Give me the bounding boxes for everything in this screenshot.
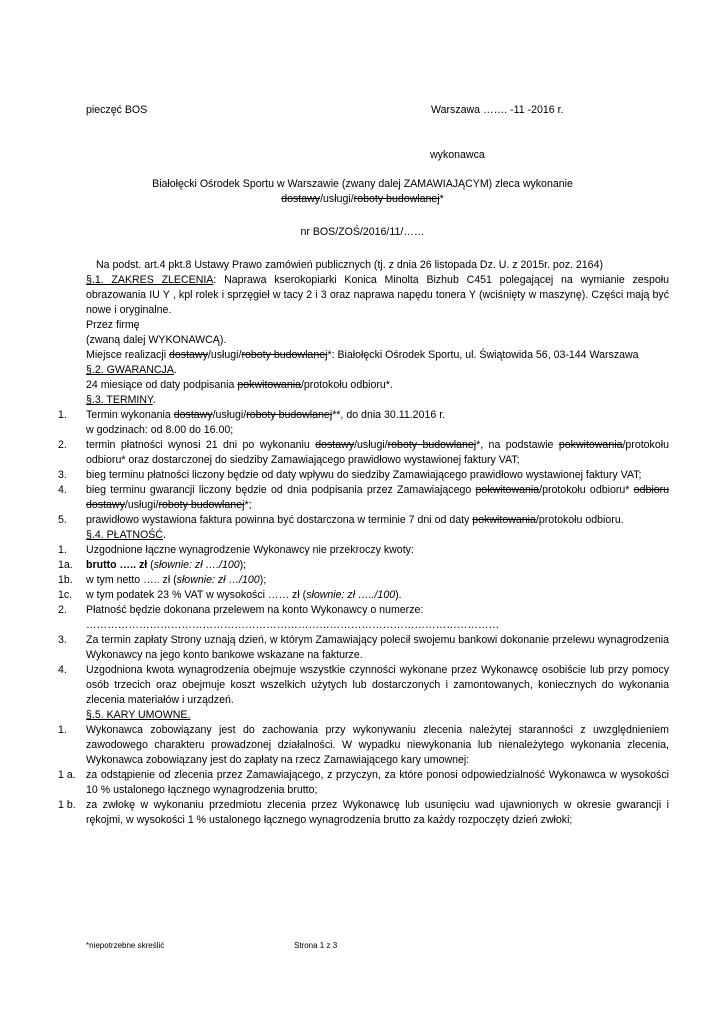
- item-text: [86, 408, 669, 438]
- section-1-place: [58, 348, 669, 363]
- sep: /: [320, 193, 324, 205]
- footnote: *niepotrzebne skreślić: [86, 941, 165, 950]
- list-item: [58, 543, 669, 558]
- heading: §.2. GWARANCJA: [86, 364, 174, 376]
- list-item: [58, 723, 669, 768]
- item-number: 1 a.: [58, 769, 76, 781]
- heading: §.3. TERMINY: [86, 394, 153, 406]
- struck-text: odbioru dostawy: [86, 484, 670, 511]
- item-text: [86, 483, 669, 513]
- text: (: [147, 559, 154, 571]
- struck-text: dostawy: [169, 349, 208, 361]
- text: );: [259, 574, 267, 586]
- item-number: 2.: [58, 439, 67, 451]
- text: Miejsce realizacji: [86, 349, 170, 361]
- heading: §.4. PŁATNOŚĆ: [86, 529, 163, 541]
- struck-text: dostawy: [315, 439, 355, 451]
- text: /protokołu odbioru* oraz dostarczonej do siedziby Zamawiającego prawidłowo wystawionej faktury VAT;: [86, 439, 669, 466]
- list-item: [58, 408, 669, 438]
- text: ).: [395, 589, 402, 601]
- text: bieg terminu gwarancji liczony będzie od dnia podpisania przez Zamawiającego: [86, 484, 476, 496]
- section-1-text: : Naprawa kserokopiarki Konica Minolta Bizhub C451 polegającej na wymianie zespołu obrazowania IU Y , kpl rolek i sprzęgieł w tacy 2 i 3 oraz naprawa napędu tonera Y (wciśnięty w maszynę). Części mają być nowe i oryginalne.: [86, 274, 669, 316]
- text: /usługi/: [212, 409, 247, 421]
- item-text: Uzgodnione łączne wynagrodzenie Wykonawcy nie przekroczy kwoty:: [86, 544, 414, 556]
- star: *: [439, 193, 444, 205]
- item-text: Wykonawca zobowiązany jest do zachowania przy wykonywaniu zlecenia należytej staranności z uwzględnieniem zawodowego charakteru prowadzonej działalności. W wypadku niewykonania lub nienależytego wykonania zlecenia, Wykonawca zobowiązany jest do zapłaty na rzecz Zamawiającego kary umownej:: [86, 724, 669, 766]
- item-text: [86, 588, 669, 603]
- list-item: [58, 468, 669, 483]
- intro-line2: [0, 192, 725, 207]
- text: );: [239, 559, 247, 571]
- text: /protokołu odbioru.: [535, 514, 624, 526]
- text: w tym podatek 23 % VAT w wysokości …… zł (: [86, 589, 307, 601]
- list-item: [58, 798, 669, 828]
- list-item: [58, 573, 669, 588]
- item-text: Płatność będzie dokonana przelewem na konto Wykonawcy o numerze:: [86, 604, 424, 616]
- item-number: 3.: [58, 634, 67, 646]
- text: /protokołu odbioru*.: [300, 379, 393, 391]
- item-number: 1.: [58, 409, 67, 421]
- item-number: 2.: [58, 604, 67, 616]
- item-text: za odstąpienie od zlecenia przez Zamawiającego, z przyczyn, za które ponosi odpowiedzialność Wykonawca w wysokości 10 % ustalonego łącznego wynagrodzenia brutto;: [86, 769, 669, 796]
- item-text: [86, 513, 669, 528]
- struck-text: pokwitowania: [237, 379, 301, 391]
- list-item: [58, 483, 669, 513]
- list-item: [58, 768, 669, 798]
- text: *: Białołęcki Ośrodek Sportu, ul. Świątowida 56, 03-144 Warszawa: [327, 349, 639, 361]
- intro-line1: Białołęcki Ośrodek Sportu w Warszawie (zwany dalej ZAMAWIAJĄCYM) zleca wykonanie: [152, 178, 573, 190]
- item-number: 4.: [58, 664, 67, 676]
- list-item: [58, 603, 669, 618]
- section-2-heading: [58, 363, 669, 378]
- text: 24 miesiące od daty podpisania: [86, 379, 238, 391]
- sep: /: [350, 193, 354, 205]
- section-1-heading: §.1. ZAKRES ZLECENIA: [86, 274, 214, 286]
- section-5-heading: [58, 708, 669, 723]
- italic-text: słownie: zł …./100: [153, 559, 240, 571]
- item-text: Uzgodniona kwota wynagrodzenia obejmuje wszystkie czynności wykonane przez Wykonawcę osobiście lub przy pomocy osób trzecich oraz obejmuje koszt wszelkich użytych lub dostarczonych i zamontowanych, koniecznych do wykonania zlecenia materiałów i urządzeń.: [86, 664, 669, 706]
- list-item: [58, 558, 669, 573]
- list-item: [58, 588, 669, 603]
- struck-text: roboty budowlanej: [246, 409, 333, 421]
- struck-text: pokwitowania: [472, 514, 536, 526]
- text: prawidłowo wystawiona faktura powinna być dostarczona w terminie 7 dni od daty: [86, 514, 473, 526]
- section-1: [58, 273, 669, 318]
- struck-text: roboty budowlanej: [241, 349, 328, 361]
- struck-text: roboty budowlanej: [387, 439, 477, 451]
- heading: §.5. KARY UMOWNE.: [86, 709, 191, 721]
- struck-text: dostawy: [173, 409, 213, 421]
- struck-text: roboty budowlanej: [158, 499, 245, 511]
- list-item: [58, 663, 669, 708]
- item-number: 1.: [58, 724, 67, 736]
- text: termin płatności wynosi 21 dni po wykonaniu: [86, 439, 316, 451]
- dot: .: [173, 364, 177, 376]
- text: w tym netto ….. zł (: [86, 574, 177, 586]
- account-number-dots: ………………………………………………………………………………………………………: [86, 619, 500, 631]
- list-item: [58, 633, 669, 663]
- item-number: 1c.: [58, 589, 73, 601]
- section-2-text: [58, 378, 669, 393]
- text: /protokołu odbioru*: [539, 484, 634, 496]
- stamp-label: pieczęć BOS: [86, 104, 148, 116]
- page-number: Strona 1 z 3: [294, 941, 338, 950]
- text: w godzinach: od 8.00 do 16.00;: [86, 424, 234, 436]
- text: *;: [244, 499, 252, 511]
- contractor-label: wykonawca: [430, 149, 485, 161]
- item-text: [86, 558, 669, 573]
- section-3-heading: [58, 393, 669, 408]
- list-item: [58, 513, 669, 528]
- item-number: 3.: [58, 469, 67, 481]
- item-number: 1b.: [58, 574, 73, 586]
- item-text: bieg terminu płatności liczony będzie od daty wpływu do siedziby Zamawiającego prawidłowo wystawionej faktury VAT;: [86, 469, 642, 481]
- legal-basis: Na podst. art.4 pkt.8 Ustawy Prawo zamówień publicznych (tj. z dnia 26 listopada Dz. U. z 2015r. poz. 2164): [96, 259, 603, 271]
- document-body: [58, 258, 669, 828]
- section-1-called: (zwaną dalej WYKONAWCĄ).: [86, 334, 227, 346]
- item-number: 1 b.: [58, 799, 76, 811]
- option-delivery: dostawy: [281, 193, 321, 205]
- italic-text: słownie: zł …../100: [306, 589, 396, 601]
- text: **, do dnia 30.11.2016 r.: [332, 409, 446, 421]
- item-text: Za termin zapłaty Strony uznają dzień, w którym Zamawiający polecił swojemu bankowi dokonanie przelewu wynagrodzenia Wykonawcy na jego konto bankowe wskazane na fakturze.: [86, 634, 669, 661]
- list-item: [58, 438, 669, 468]
- text: /usługi/: [124, 499, 159, 511]
- text: /usługi/: [207, 349, 242, 361]
- item-number: 4.: [58, 484, 67, 496]
- option-service: usługi: [323, 193, 351, 205]
- item-text: za zwłokę w wykonaniu przedmiotu zlecenia przez Wykonawcę lub usunięciu wad ujawnionych w okresie gwarancji i rękojmi, w wysokości 1 % ustalonego łącznego wynagrodzenia brutto za każdy rozpoczęty dzień zwłoki;: [86, 799, 669, 826]
- struck-text: pokwitowania: [558, 439, 623, 451]
- bold-text: brutto ….. zł: [86, 559, 148, 571]
- italic-text: słownie: zł …/100: [176, 574, 260, 586]
- place-date: Warszawa ……. -11 -2016 r.: [431, 104, 564, 116]
- item-number: 5.: [58, 514, 67, 526]
- intro: [0, 177, 725, 207]
- dot: .: [152, 394, 156, 406]
- option-works: roboty budowlanej: [353, 193, 440, 205]
- struck-text: pokwitowania: [475, 484, 540, 496]
- section-4-heading: [58, 528, 669, 543]
- section-1-firm: Przez firmę: [86, 319, 140, 331]
- text: *, na podstawie: [476, 439, 559, 451]
- order-number: nr BOS/ZOŚ/2016/11/……: [300, 226, 425, 238]
- item-text: [86, 438, 669, 468]
- text: Termin wykonania: [86, 409, 174, 421]
- text: /usługi/: [354, 439, 388, 451]
- item-number: 1.: [58, 544, 67, 556]
- item-number: 1a.: [58, 559, 73, 571]
- dot: .: [162, 529, 166, 541]
- item-text: [86, 573, 669, 588]
